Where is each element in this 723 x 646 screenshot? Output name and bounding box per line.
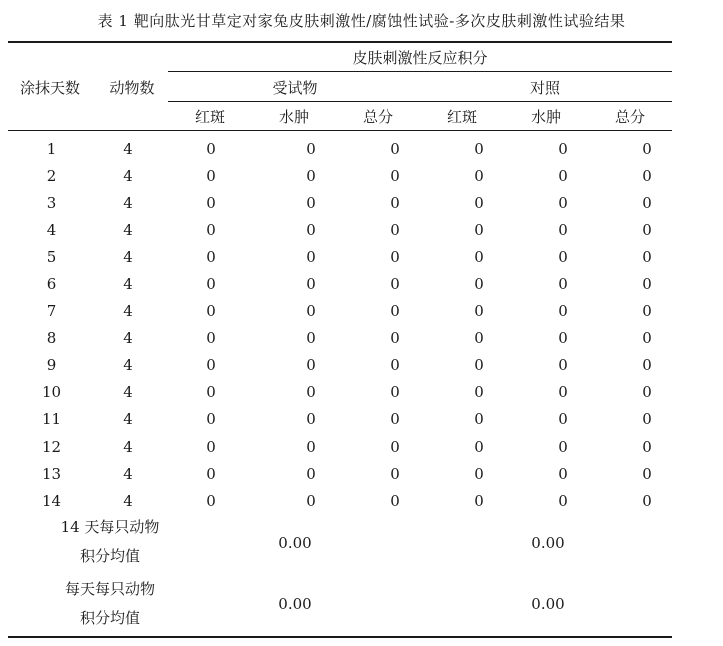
test-erythema-cell: 0 [206,275,216,294]
animal-count-cell: 4 [123,139,133,158]
control-total-cell: 0 [642,383,652,402]
control-erythema-cell: 0 [474,302,484,321]
animal-count-cell: 4 [123,193,133,212]
animal-count-cell: 4 [123,220,133,239]
test-edema-cell: 0 [306,464,316,483]
score-group-rule [168,71,672,72]
test-erythema-cell: 0 [206,220,216,239]
test-erythema-cell: 0 [206,329,216,348]
day-cell: 8 [46,329,57,348]
spacer-cell [689,162,723,189]
test-edema-cell: 0 [306,220,316,239]
day-cell: 4 [46,220,57,239]
test-total-cell: 0 [390,464,400,483]
control-total-cell: 0 [642,329,652,348]
day-cell: 5 [46,247,57,266]
control-edema-cell: 0 [558,383,568,402]
test-edema-cell: 0 [306,437,316,456]
summary-test-value: 0.00 [278,595,312,613]
test-edema-cell: 0 [306,491,316,510]
test-total-cell: 0 [390,383,400,402]
control-erythema-cell: 0 [474,491,484,510]
control-edema-cell: 0 [558,166,568,185]
test-erythema-cell: 0 [206,139,216,158]
summary-label-line1: 每天每只动物 [64,580,155,598]
test-erythema-cell: 0 [206,302,216,321]
control-erythema-cell: 0 [474,139,484,158]
control-edema-cell: 0 [558,491,568,510]
summary-test-value: 0.00 [278,534,312,552]
test-total-cell: 0 [390,193,400,212]
control-edema-cell: 0 [558,139,568,158]
day-cell: 13 [41,464,62,483]
test-erythema-cell: 0 [206,193,216,212]
bottom-rule [8,636,672,638]
control-edema-cell: 0 [558,410,568,429]
day-cell: 10 [41,383,62,402]
summary-label-line2: 积分均值 [79,609,140,627]
test-total-cell: 0 [390,247,400,266]
table-row [0,270,723,297]
control-total-cell: 0 [642,302,652,321]
header-control-total: 总分 [614,108,645,126]
table-row [0,162,723,189]
control-edema-cell: 0 [558,329,568,348]
table-row [0,189,723,216]
test-edema-cell: 0 [306,193,316,212]
spacer-cell [689,325,723,352]
animal-count-cell: 4 [123,383,133,402]
control-erythema-cell: 0 [474,329,484,348]
control-erythema-cell: 0 [474,410,484,429]
spacer-cell [689,298,723,325]
summary-control-value: 0.00 [531,534,565,552]
test-edema-cell: 0 [306,329,316,348]
test-edema-cell: 0 [306,383,316,402]
header-days: 涂抹天数 [19,79,80,97]
test-erythema-cell: 0 [206,383,216,402]
control-total-cell: 0 [642,220,652,239]
test-edema-cell: 0 [306,410,316,429]
header-animals: 动物数 [109,79,155,97]
header-control-erythema: 红斑 [446,108,477,126]
table-row [0,135,723,162]
header-test-edema: 水肿 [278,108,309,126]
header-test-total: 总分 [362,108,393,126]
control-edema-cell: 0 [558,193,568,212]
summary-label-line2: 积分均值 [79,547,140,565]
table-row [0,379,723,406]
control-total-cell: 0 [642,166,652,185]
spacer-cell [689,487,723,514]
test-edema-cell: 0 [306,302,316,321]
control-edema-cell: 0 [558,220,568,239]
control-edema-cell: 0 [558,437,568,456]
test-edema-cell: 0 [306,356,316,375]
spacer-cell [689,379,723,406]
test-erythema-cell: 0 [206,356,216,375]
animal-count-cell: 4 [123,491,133,510]
table-row [0,352,723,379]
control-total-cell: 0 [642,410,652,429]
day-cell: 11 [41,410,62,429]
header-control-edema: 水肿 [530,108,561,126]
control-total-cell: 0 [642,491,652,510]
spacer-cell [689,433,723,460]
header-test-group: 受试物 [272,79,318,97]
control-erythema-cell: 0 [474,220,484,239]
test-total-cell: 0 [390,410,400,429]
control-edema-cell: 0 [558,302,568,321]
day-cell: 1 [46,139,57,158]
control-erythema-cell: 0 [474,275,484,294]
test-erythema-cell: 0 [206,410,216,429]
test-total-cell: 0 [390,275,400,294]
animal-count-cell: 4 [123,302,133,321]
day-cell: 7 [46,302,57,321]
test-edema-cell: 0 [306,247,316,266]
control-total-cell: 0 [642,247,652,266]
table-row [0,298,723,325]
top-rule [8,41,672,43]
test-total-cell: 0 [390,356,400,375]
test-erythema-cell: 0 [206,491,216,510]
animal-count-cell: 4 [123,247,133,266]
day-cell: 9 [46,356,57,375]
spacer-cell [689,352,723,379]
test-total-cell: 0 [390,437,400,456]
spacer-cell [689,135,723,162]
animal-count-cell: 4 [123,437,133,456]
control-total-cell: 0 [642,275,652,294]
control-erythema-cell: 0 [474,193,484,212]
spacer-cell [689,189,723,216]
control-total-cell: 0 [642,139,652,158]
day-cell: 14 [41,491,62,510]
control-edema-cell: 0 [558,275,568,294]
test-erythema-cell: 0 [206,437,216,456]
animal-count-cell: 4 [123,464,133,483]
day-cell: 3 [46,193,57,212]
test-total-cell: 0 [390,329,400,348]
animal-count-cell: 4 [123,275,133,294]
table-row [0,460,723,487]
spacer-cell [689,243,723,270]
header-bottom-rule [8,130,672,131]
table-row [0,216,723,243]
header-test-erythema: 红斑 [194,108,225,126]
control-total-cell: 0 [642,193,652,212]
test-total-cell: 0 [390,166,400,185]
results-table [0,135,723,514]
test-total-cell: 0 [390,302,400,321]
table-row [0,487,723,514]
control-total-cell: 0 [642,464,652,483]
control-edema-cell: 0 [558,247,568,266]
test-edema-cell: 0 [306,166,316,185]
test-edema-cell: 0 [306,139,316,158]
day-cell: 2 [46,166,57,185]
day-cell: 12 [41,437,62,456]
subgroup-rule [168,101,672,102]
control-total-cell: 0 [642,437,652,456]
spacer-cell [689,216,723,243]
animal-count-cell: 4 [123,410,133,429]
control-erythema-cell: 0 [474,464,484,483]
control-total-cell: 0 [642,356,652,375]
header-score-group: 皮肤刺激性反应积分 [352,49,488,67]
test-total-cell: 0 [390,139,400,158]
table-row [0,406,723,433]
control-erythema-cell: 0 [474,166,484,185]
animal-count-cell: 4 [123,166,133,185]
test-total-cell: 0 [390,491,400,510]
table-row [0,433,723,460]
table-row [0,325,723,352]
test-erythema-cell: 0 [206,247,216,266]
spacer-cell [689,406,723,433]
control-erythema-cell: 0 [474,437,484,456]
control-edema-cell: 0 [558,464,568,483]
summary-label-line1: 14 天每只动物 [60,518,160,536]
control-erythema-cell: 0 [474,247,484,266]
animal-count-cell: 4 [123,329,133,348]
control-erythema-cell: 0 [474,383,484,402]
control-edema-cell: 0 [558,356,568,375]
table-title: 表 1 靶向肽光甘草定对家兔皮肤刺激性/腐蚀性试验-多次皮肤刺激性试验结果 [97,12,626,30]
animal-count-cell: 4 [123,356,133,375]
test-edema-cell: 0 [306,275,316,294]
test-erythema-cell: 0 [206,464,216,483]
header-control-group: 对照 [529,79,560,97]
table-row [0,243,723,270]
test-total-cell: 0 [390,220,400,239]
control-erythema-cell: 0 [474,356,484,375]
spacer-cell [689,460,723,487]
day-cell: 6 [46,275,57,294]
test-erythema-cell: 0 [206,166,216,185]
summary-control-value: 0.00 [531,595,565,613]
spacer-cell [689,270,723,297]
